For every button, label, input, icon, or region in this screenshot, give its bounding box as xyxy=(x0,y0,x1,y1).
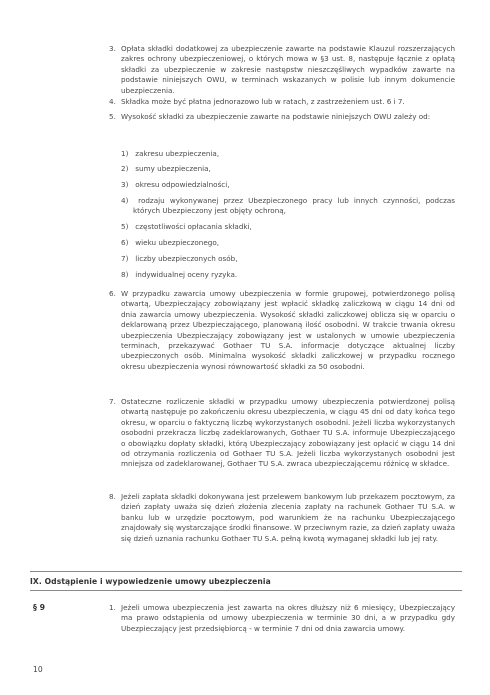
clause-5 xyxy=(109,112,455,122)
subitem-number: 4) xyxy=(121,196,129,205)
subitem-number: 3) xyxy=(121,180,129,189)
item-text: W przypadku zawarcia umowy ubezpieczenia w formie grupowej, potwierdzonego polisą otwartą, Ubezpieczający zobowiązany jest wpłacić składkę zaliczkową w ciągu 14 dni od dnia zawarcia umowy ubezpieczenia. Wysokość składki zaliczkowej oblicza się w oparciu o deklarowaną przez Ubezpieczającego, planowaną ilość osobodni. W trakcie trwania okresu ubezpieczenia Ubezpieczający zobowiązany jest w ustalonych w umowie ubezpieczenia terminach, przekazywać Gothaer TU S.A. informacje dotyczące aktualnej liczby ubezpieczonych osób. Minimalna wysokość składki zaliczkowej w przypadku rocznego okresu ubezpieczenia wynosi równowartość składki za 50 osobodni. xyxy=(121,289,455,371)
page-number: 10 xyxy=(33,665,43,674)
clause-8 xyxy=(109,492,455,544)
item-number: 5. xyxy=(109,112,116,121)
subitem-number: 6) xyxy=(121,238,129,247)
item-text: Opłata składki dodatkowej za ubezpieczenie zawarte na podstawie Klauzul rozszerzających zakres ochrony ubezpieczeniowej, o których mowa w §3 ust. 8, następuje łącznie z opłatą składki za ubezpieczenie w zakresie następstw nieszczęśliwych wypadków zawarte na podstawie niniejszych OWU, w terminach wskazanych w polisie lub innym dokumencie ubezpieczenia. xyxy=(121,44,455,95)
subitem-6 xyxy=(121,238,455,248)
section-heading: IX. Odstąpienie i wypowiedzenie umowy ubezpieczenia xyxy=(30,577,271,586)
clause-s9-1 xyxy=(109,603,455,634)
item-text: Jeżeli umowa ubezpieczenia jest zawarta na okres dłuższy niż 6 miesięcy, Ubezpieczający ma prawo odstąpienia od umowy ubezpieczenia w terminie 30 dni, a w przypadku gdy Ubezpieczający jest przedsiębiorcą - w terminie 7 dni od dnia zawarcia umowy. xyxy=(121,603,455,633)
subitem-number: 5) xyxy=(121,222,129,231)
subitem-text: częstotliwości opłacania składki, xyxy=(135,222,252,231)
subitem-text: rodzaju wykonywanej przez Ubezpieczonego pracy lub innych czynności, podczas których Ubezpieczony jest objęty ochroną, xyxy=(133,196,455,216)
item-text: Wysokość składki za ubezpieczenie zawarte na podstawie niniejszych OWU zależy od: xyxy=(121,112,431,121)
item-number: 6. xyxy=(109,289,116,298)
subitem-text: indywidualnej oceny ryzyka. xyxy=(135,270,238,279)
paragraph-label: § 9 xyxy=(33,603,46,612)
subitem-4 xyxy=(121,196,455,217)
clause-7 xyxy=(109,397,455,470)
item-number: 4. xyxy=(109,97,116,106)
subitem-text: zakresu ubezpieczenia, xyxy=(135,149,220,158)
subitem-text: wieku ubezpieczonego, xyxy=(135,238,220,247)
subitem-number: 2) xyxy=(121,164,129,173)
subitem-number: 1) xyxy=(121,149,129,158)
subitem-1 xyxy=(121,149,455,159)
subitem-text: sumy ubezpieczenia, xyxy=(135,164,211,173)
subitem-number: 7) xyxy=(121,254,129,263)
subitem-8 xyxy=(121,270,455,280)
subitem-number: 8) xyxy=(121,270,129,279)
clause-3 xyxy=(109,44,455,96)
item-number: 3. xyxy=(109,44,116,53)
item-number: 8. xyxy=(109,492,116,501)
item-number: 1. xyxy=(109,603,116,612)
subitem-text: okresu odpowiedzialności, xyxy=(135,180,230,189)
subitem-7 xyxy=(121,254,455,264)
subitem-2 xyxy=(121,164,455,174)
section-rule-bottom xyxy=(30,590,462,591)
item-text: Jeżeli zapłata składki dokonywana jest przelewem bankowym lub przekazem pocztowym, za dzień zapłaty uważa się dzień złożenia zlecenia zapłaty na rachunek Gothaer TU S.A. w banku lub w urzędzie pocztowym, pod warunkiem że na rachunku Ubezpieczającego znajdowały się wystarczające środki finansowe. W przeciwnym razie, za dzień zapłaty uważa się dzień uznania rachunku Gothaer TU S.A. pełną kwotą wymaganej składki lub jej raty. xyxy=(121,492,455,543)
subitem-5 xyxy=(121,222,455,232)
item-text: Ostateczne rozliczenie składki w przypadku umowy ubezpieczenia potwierdzonej polisą otwartą następuje po zakończeniu okresu ubezpieczenia, w ciągu 45 dni od daty końca tego okresu, w oparciu o faktyczną liczbę wykorzystanych osobodni. Jeżeli liczba wykorzystanych osobodni przekracza liczbę zadeklarowanych, Gothaer TU S.A. informuje Ubezpieczającego o obowiązku dopłaty składki, którą Ubezpieczający zobowiązany jest opłacić w ciągu 14 dni od otrzymania rozliczenia od Gothaer TU S.A. Jeżeli liczba wykorzystanych osobodni jest mniejsza od zadeklarowanej, Gothaer TU S.A. zwraca ubezpieczającemu różnicę w składce. xyxy=(121,397,455,469)
clause-4 xyxy=(109,97,455,107)
subitem-3 xyxy=(121,180,455,190)
item-text: Składka może być płatna jednorazowo lub w ratach, z zastrzeżeniem ust. 6 i 7. xyxy=(121,97,405,106)
section-rule-top xyxy=(30,571,462,572)
subitem-text: liczby ubezpieczonych osób, xyxy=(135,254,238,263)
clause-6 xyxy=(109,289,455,372)
item-number: 7. xyxy=(109,397,116,406)
